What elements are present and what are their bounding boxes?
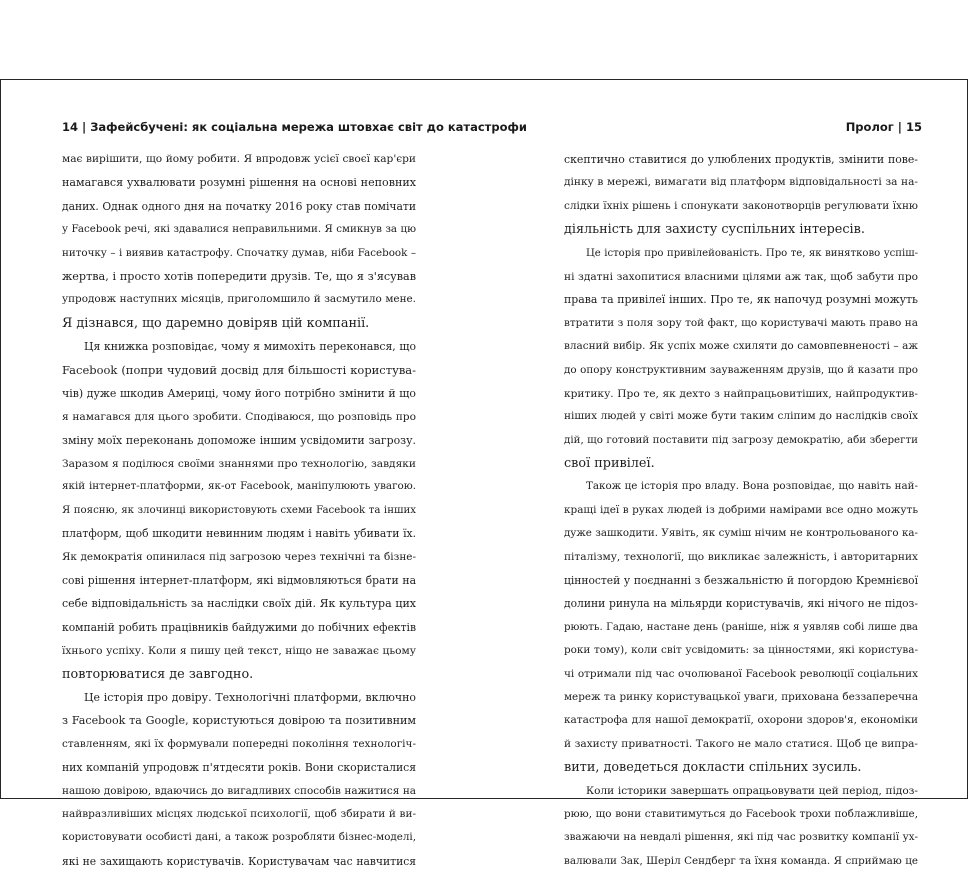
text-line: Ця книжка розповідає, чому я мимохіть переконався, що: [84, 340, 416, 354]
running-head-left: 14 | Зафейсбучені: як соціальна мережа штовхає світ до катастрофи: [62, 120, 527, 134]
text-line: дуже зашкодити. Уявіть, як суміш нічим не контрольованого ка-: [564, 527, 918, 540]
text-line: рюю, що вони ставитимуться до Facebook трохи поблажливіше,: [564, 807, 918, 820]
text-line: якій інтернет-платформи, як-от Facebook, маніпулюють увагою.: [62, 480, 416, 493]
text-line: права та привілеї інших. Про те, як напочуд розумні можуть: [564, 293, 918, 307]
text-line: Також це історія про владу. Вона розповідає, що навіть най-: [586, 480, 918, 493]
text-line: я намагався для цього зробити. Сподіваюся, що розповідь про: [62, 410, 416, 424]
left-page-body: [62, 148, 416, 873]
text-line: ставленням, які їх формували попередні покоління технологіч-: [62, 737, 416, 750]
text-line: роки тому), коли світ усвідомить: за цінностями, які користува-: [564, 644, 918, 657]
text-line: дінку в мережі, вимагати від платформ відповідальності за на-: [564, 176, 918, 189]
text-line: чі отримали під час очолюваної Facebook революції соціальних: [564, 667, 918, 680]
text-line: платформ, щоб шкодити невинним людям і навіть убивати їх.: [62, 527, 416, 541]
text-line: намагався ухвалювати розумні рішення на основі неповних: [62, 176, 416, 190]
text-line: піталізму, технології, що викликає залежність, і авторитарних: [564, 550, 918, 563]
text-line: компаній робить працівників байдужими до побічних ефектів: [62, 620, 416, 634]
text-line: зважаючи на невдалі рішення, які під час розвитку компанії ух-: [564, 831, 918, 844]
text-line: Я поясню, як злочинці використовують схеми Facebook та інших: [62, 504, 416, 516]
right-page-body: [564, 148, 918, 873]
text-line: втратити з поля зору той факт, що користувачі мають право на: [564, 316, 918, 329]
text-line: які не захищають користувачів. Користувачам час навчитися: [62, 854, 416, 868]
text-line: нашою довірою, вдаючись до вигадливих способів нажитися на: [62, 784, 416, 797]
text-line: Це історія про привілейованість. Про те, як винятково успіш-: [586, 247, 918, 259]
text-line: Це історія про довіру. Технологічні платформи, включно: [84, 690, 416, 704]
text-line: кращі ідеї в руках людей із добрими намірами все одно можуть: [564, 503, 918, 516]
text-line: критику. Про те, як дехто з найпрацьовитіших, найпродуктив-: [564, 386, 918, 400]
text-line: Я дізнався, що даремно довіряв цій компанії.: [62, 315, 370, 331]
text-line: ніших людей у світі може бути таким сліпим до наслідків своїх: [564, 410, 918, 423]
text-line: мереж та ринку користувацької уваги, прихована беззаперечна: [564, 690, 918, 703]
text-line: з Facebook та Google, користуються довірою та позитивним: [62, 714, 416, 728]
text-line: Facebook (попри чудовий досвід для більшості користува-: [62, 362, 416, 377]
text-line: найвразливіших місцях людської психології, щоб збирати й ви-: [62, 807, 416, 820]
text-line: дій, що готовий поставити під загрозу демократію, аби зберегти: [564, 433, 918, 446]
text-line: рюють. Гадаю, настане день (раніше, ніж я уявляв собі лише два: [564, 621, 918, 633]
text-line: вити, доведеться докласти спільних зусиль.: [564, 760, 862, 776]
text-line: упродовж наступних місяців, приголомшило й засмутило мене.: [62, 293, 416, 306]
text-line: власний вибір. Як успіх може схиляти до самовпевненості – аж: [564, 340, 918, 353]
text-line: себе відповідальність за наслідки своїх дій. Як культура цих: [62, 597, 416, 611]
text-line: Заразом я поділюся своїми знаннями про технологію, завдяки: [62, 457, 416, 471]
text-line: зміну моїх переконань допоможе іншим усвідомити загрозу.: [62, 433, 416, 447]
text-line: у Facebook речі, які здавалися неправильними. Я смикнув за цю: [62, 223, 416, 236]
text-line: Коли історики завершать опрацьовувати цей період, підоз-: [586, 784, 918, 797]
text-line: скептично ставитися до улюблених продуктів, змінити пове-: [564, 153, 918, 166]
text-line: долини ринула на мільярди користувачів, які нічого не підоз-: [564, 597, 918, 611]
text-line: їхнього успіху. Коли я пишу цей текст, ніщо не заважає цьому: [62, 644, 416, 658]
text-line: валювали Зак, Шеріл Сендберг та їхня команда. Я сприймаю це: [564, 854, 918, 867]
text-line: катастрофа для нашої демократії, охорони здоров'я, економіки: [564, 714, 918, 727]
text-line: цінностей у поєднанні з безжальністю й погордою Кремнієвої: [564, 574, 918, 588]
text-line: слідки їхніх рішень і спонукати законотворців регулювати їхню: [564, 199, 918, 212]
text-line: чів) дуже шкодив Америці, чому його потрібно змінити й що: [62, 386, 416, 400]
text-line: свої привілеї.: [564, 456, 655, 472]
text-line: ні здатні захопитися власними цілями аж так, щоб забути про: [564, 269, 918, 283]
text-line: них компаній упродовж п'ятдесяти років. Вони скористалися: [62, 761, 416, 775]
text-line: й захисту приватності. Такого не мало статися. Щоб це випра-: [564, 737, 918, 750]
text-line: користовувати особисті дані, а також розробляти бізнес-моделі,: [62, 831, 416, 844]
text-line: до опору конструктивним зауваженням друзів, що й казати про: [564, 363, 918, 376]
text-line: Як демократія опинилася під загрозою через технічні та бізне-: [62, 550, 416, 563]
text-line: має вирішити, що йому робити. Я впродовж усієї своєї кар'єри: [62, 153, 416, 165]
text-line: ниточку – і виявив катастрофу. Спочатку думав, ніби Facebook –: [62, 246, 416, 259]
running-head-right: Пролог | 15: [845, 120, 922, 134]
text-line: діяльність для захисту суспільних інтересів.: [564, 222, 865, 238]
text-line: повторюватися де завгодно.: [62, 666, 254, 682]
text-line: сові рішення інтернет-платформ, які відмовляються брати на: [62, 574, 416, 588]
text-line: жертва, і просто хотів попередити друзів. Те, що я з'ясував: [62, 269, 416, 283]
text-line: даних. Однак одного дня на початку 2016 року став помічати: [62, 199, 416, 213]
